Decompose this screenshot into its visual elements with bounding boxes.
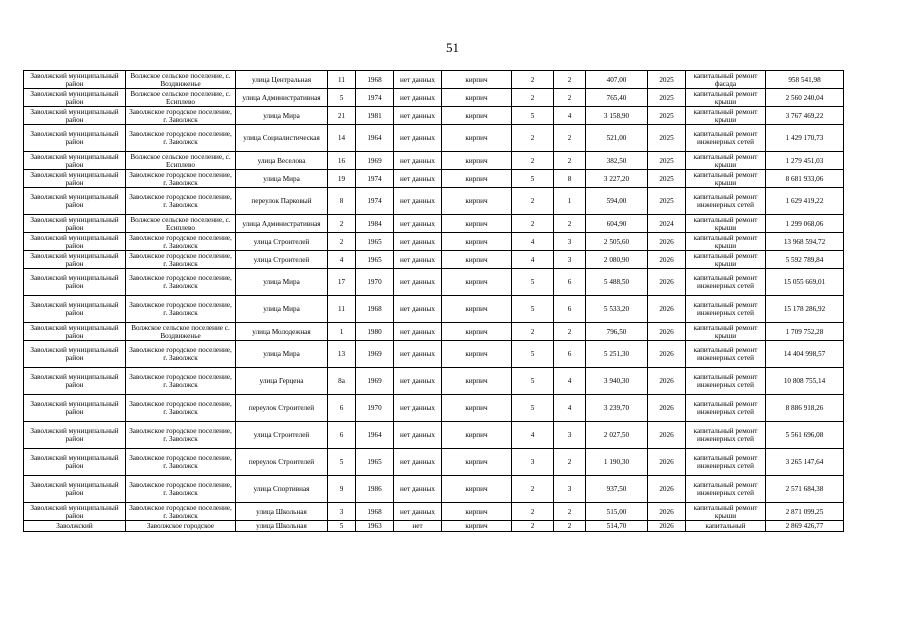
district-cell: Заволжский муниципальный район	[24, 296, 126, 323]
year-cell: 1968	[356, 503, 394, 521]
plan-year-cell: 2026	[648, 233, 686, 251]
wall-material-cell: кирпич	[442, 341, 512, 368]
street-cell: улица Административная	[236, 215, 328, 233]
wall-material-cell: кирпич	[442, 233, 512, 251]
plan-year-cell: 2024	[648, 215, 686, 233]
no-data-cell: нет данных	[394, 233, 442, 251]
plan-year-cell: 2025	[648, 125, 686, 152]
table-row	[24, 449, 844, 476]
district-cell: Заволжский муниципальный район	[24, 233, 126, 251]
table-row	[24, 125, 844, 152]
year-cell: 1980	[356, 323, 394, 341]
district-cell: Заволжский муниципальный район	[24, 152, 126, 170]
area-cell: 515,00	[586, 503, 648, 521]
no-data-cell: нет данных	[394, 296, 442, 323]
settlement-cell: Заволжское городское поселение, г. Заволжск	[126, 449, 236, 476]
cost-cell: 3 265 147,64	[766, 449, 844, 476]
plan-year-cell: 2025	[648, 152, 686, 170]
year-cell: 1968	[356, 71, 394, 89]
wall-material-cell: кирпич	[442, 296, 512, 323]
work-type-cell: капитальный ремонт крыши	[686, 323, 766, 341]
settlement-cell: Заволжское городское поселение, г. Заволжск	[126, 296, 236, 323]
work-type-cell: капитальный ремонт крыши	[686, 503, 766, 521]
entrances-cell: 6	[554, 269, 586, 296]
area-cell: 3 227,20	[586, 170, 648, 188]
area-cell: 594,00	[586, 188, 648, 215]
district-cell: Заволжский муниципальный район	[24, 269, 126, 296]
work-type-cell: капитальный ремонт фасада	[686, 71, 766, 89]
floors-cell: 5	[512, 296, 554, 323]
wall-material-cell: кирпич	[442, 251, 512, 269]
cost-cell: 958 541,98	[766, 71, 844, 89]
table-row	[24, 251, 844, 269]
floors-cell: 2	[512, 125, 554, 152]
wall-material-cell: кирпич	[442, 323, 512, 341]
floors-cell: 4	[512, 251, 554, 269]
plan-year-cell: 2026	[648, 521, 686, 532]
cost-cell: 1 299 068,06	[766, 215, 844, 233]
no-data-cell: нет данных	[394, 476, 442, 503]
no-data-cell: нет данных	[394, 269, 442, 296]
street-cell: улица Административная	[236, 89, 328, 107]
street-cell: улица Мира	[236, 269, 328, 296]
cost-cell: 2 871 099,25	[766, 503, 844, 521]
street-cell: улица Молодежная	[236, 323, 328, 341]
settlement-cell: Заволжское городское поселение, г. Заволжск	[126, 503, 236, 521]
district-cell: Заволжский муниципальный район	[24, 251, 126, 269]
entrances-cell: 3	[554, 476, 586, 503]
table-row	[24, 170, 844, 188]
area-cell: 407,00	[586, 71, 648, 89]
plan-year-cell: 2025	[648, 188, 686, 215]
work-type-cell: капитальный ремонт крыши	[686, 152, 766, 170]
area-cell: 765,40	[586, 89, 648, 107]
cost-cell: 2 571 684,38	[766, 476, 844, 503]
area-cell: 2 027,50	[586, 422, 648, 449]
house-number-cell: 6	[328, 422, 356, 449]
street-cell: улица Мира	[236, 341, 328, 368]
work-type-cell: капитальный ремонт крыши	[686, 89, 766, 107]
year-cell: 1964	[356, 422, 394, 449]
area-cell: 2 505,60	[586, 233, 648, 251]
district-cell: Заволжский	[24, 521, 126, 532]
district-cell: Заволжский муниципальный район	[24, 107, 126, 125]
house-number-cell: 4	[328, 251, 356, 269]
floors-cell: 2	[512, 188, 554, 215]
year-cell: 1974	[356, 188, 394, 215]
work-type-cell: капитальный ремонт крыши	[686, 251, 766, 269]
settlement-cell: Заволжское городское поселение, г. Заволжск	[126, 251, 236, 269]
work-type-cell: капитальный ремонт инженерных сетей	[686, 395, 766, 422]
house-number-cell: 5	[328, 521, 356, 532]
district-cell: Заволжский муниципальный район	[24, 170, 126, 188]
area-cell: 521,00	[586, 125, 648, 152]
street-cell: улица Школьная	[236, 521, 328, 532]
cost-cell: 15 055 669,01	[766, 269, 844, 296]
settlement-cell: Заволжское городское поселение, г. Заволжск	[126, 233, 236, 251]
cost-cell: 2 560 240,04	[766, 89, 844, 107]
year-cell: 1981	[356, 107, 394, 125]
street-cell: улица Мира	[236, 107, 328, 125]
settlement-cell: Заволжское городское поселение, г. Заволжск	[126, 422, 236, 449]
district-cell: Заволжский муниципальный район	[24, 89, 126, 107]
no-data-cell: нет данных	[394, 395, 442, 422]
no-data-cell: нет	[394, 521, 442, 532]
area-cell: 5 488,50	[586, 269, 648, 296]
work-type-cell: капитальный ремонт инженерных сетей	[686, 269, 766, 296]
house-number-cell: 11	[328, 296, 356, 323]
table-row	[24, 107, 844, 125]
settlement-cell: Волжское сельское поселение, с. Есиплево	[126, 89, 236, 107]
table-row	[24, 215, 844, 233]
wall-material-cell: кирпич	[442, 107, 512, 125]
table-row	[24, 341, 844, 368]
no-data-cell: нет данных	[394, 323, 442, 341]
work-type-cell: капитальный ремонт крыши	[686, 170, 766, 188]
area-cell: 5 533,20	[586, 296, 648, 323]
area-cell: 514,70	[586, 521, 648, 532]
no-data-cell: нет данных	[394, 170, 442, 188]
plan-year-cell: 2026	[648, 449, 686, 476]
area-cell: 382,50	[586, 152, 648, 170]
district-cell: Заволжский муниципальный район	[24, 503, 126, 521]
settlement-cell: Заволжское городское поселение, г. Заволжск	[126, 125, 236, 152]
work-type-cell: капитальный ремонт инженерных сетей	[686, 296, 766, 323]
wall-material-cell: кирпич	[442, 476, 512, 503]
year-cell: 1984	[356, 215, 394, 233]
wall-material-cell: кирпич	[442, 170, 512, 188]
table-row	[24, 503, 844, 521]
floors-cell: 2	[512, 521, 554, 532]
settlement-cell: Заволжское городское поселение, г. Заволжск	[126, 368, 236, 395]
house-number-cell: 6	[328, 395, 356, 422]
street-cell: переулок Парковый	[236, 188, 328, 215]
work-type-cell: капитальный ремонт крыши	[686, 233, 766, 251]
entrances-cell: 6	[554, 296, 586, 323]
street-cell: улица Строителей	[236, 251, 328, 269]
wall-material-cell: кирпич	[442, 89, 512, 107]
settlement-cell: Заволжское городское поселение, г. Заволжск	[126, 341, 236, 368]
floors-cell: 2	[512, 71, 554, 89]
settlement-cell: Заволжское городское поселение, г. Заволжск	[126, 188, 236, 215]
no-data-cell: нет данных	[394, 188, 442, 215]
no-data-cell: нет данных	[394, 107, 442, 125]
wall-material-cell: кирпич	[442, 449, 512, 476]
entrances-cell: 6	[554, 341, 586, 368]
street-cell: улица Социалистическая	[236, 125, 328, 152]
entrances-cell: 3	[554, 422, 586, 449]
work-type-cell: капитальный ремонт инженерных сетей	[686, 449, 766, 476]
settlement-cell: Волжское сельское поселение, с. Есиплево	[126, 215, 236, 233]
house-number-cell: 1	[328, 323, 356, 341]
no-data-cell: нет данных	[394, 341, 442, 368]
house-number-cell: 2	[328, 233, 356, 251]
year-cell: 1970	[356, 269, 394, 296]
street-cell: улица Центральная	[236, 71, 328, 89]
wall-material-cell: кирпич	[442, 503, 512, 521]
work-type-cell: капитальный ремонт крыши	[686, 107, 766, 125]
cost-cell: 15 178 286,92	[766, 296, 844, 323]
settlement-cell: Заволжское городское поселение, г. Заволжск	[126, 107, 236, 125]
table-row	[24, 422, 844, 449]
settlement-cell: Волжское сельское поселение, с. Воздвиженье	[126, 71, 236, 89]
district-cell: Заволжский муниципальный район	[24, 368, 126, 395]
entrances-cell: 2	[554, 449, 586, 476]
district-cell: Заволжский муниципальный район	[24, 71, 126, 89]
table-row	[24, 368, 844, 395]
table-row	[24, 188, 844, 215]
table-row	[24, 89, 844, 107]
house-number-cell: 2	[328, 215, 356, 233]
district-cell: Заволжский муниципальный район	[24, 188, 126, 215]
area-cell: 3 940,30	[586, 368, 648, 395]
street-cell: улица Мира	[236, 170, 328, 188]
plan-year-cell: 2025	[648, 71, 686, 89]
wall-material-cell: кирпич	[442, 269, 512, 296]
no-data-cell: нет данных	[394, 449, 442, 476]
district-cell: Заволжский муниципальный район	[24, 215, 126, 233]
entrances-cell: 3	[554, 233, 586, 251]
area-cell: 5 251,30	[586, 341, 648, 368]
work-type-cell: капитальный	[686, 521, 766, 532]
entrances-cell: 2	[554, 152, 586, 170]
wall-material-cell: кирпич	[442, 395, 512, 422]
house-number-cell: 16	[328, 152, 356, 170]
street-cell: улица Спортивная	[236, 476, 328, 503]
floors-cell: 2	[512, 152, 554, 170]
plan-year-cell: 2026	[648, 341, 686, 368]
table-row	[24, 296, 844, 323]
entrances-cell: 2	[554, 215, 586, 233]
settlement-cell: Волжское сельское поселение с. Воздвиженье	[126, 323, 236, 341]
plan-year-cell: 2026	[648, 323, 686, 341]
no-data-cell: нет данных	[394, 368, 442, 395]
year-cell: 1969	[356, 368, 394, 395]
house-number-cell: 9	[328, 476, 356, 503]
plan-year-cell: 2025	[648, 107, 686, 125]
no-data-cell: нет данных	[394, 503, 442, 521]
year-cell: 1969	[356, 152, 394, 170]
year-cell: 1970	[356, 395, 394, 422]
year-cell: 1965	[356, 449, 394, 476]
floors-cell: 2	[512, 476, 554, 503]
year-cell: 1969	[356, 341, 394, 368]
district-cell: Заволжский муниципальный район	[24, 395, 126, 422]
cost-cell: 10 808 755,14	[766, 368, 844, 395]
settlement-cell: Заволжское городское поселение, г. Заволжск	[126, 395, 236, 422]
wall-material-cell: кирпич	[442, 71, 512, 89]
table-row	[24, 395, 844, 422]
street-cell: улица Герцена	[236, 368, 328, 395]
plan-year-cell: 2026	[648, 476, 686, 503]
district-cell: Заволжский муниципальный район	[24, 125, 126, 152]
wall-material-cell: кирпич	[442, 188, 512, 215]
wall-material-cell: кирпич	[442, 215, 512, 233]
cost-cell: 2 869 426,77	[766, 521, 844, 532]
year-cell: 1965	[356, 233, 394, 251]
entrances-cell: 1	[554, 188, 586, 215]
floors-cell: 4	[512, 233, 554, 251]
floors-cell: 5	[512, 341, 554, 368]
year-cell: 1963	[356, 521, 394, 532]
plan-year-cell: 2026	[648, 422, 686, 449]
floors-cell: 4	[512, 422, 554, 449]
work-type-cell: капитальный ремонт инженерных сетей	[686, 188, 766, 215]
area-cell: 1 190,30	[586, 449, 648, 476]
settlement-cell: Заволжское городское	[126, 521, 236, 532]
district-cell: Заволжский муниципальный район	[24, 323, 126, 341]
cost-cell: 1 709 752,28	[766, 323, 844, 341]
year-cell: 1974	[356, 89, 394, 107]
district-cell: Заволжский муниципальный район	[24, 449, 126, 476]
street-cell: улица Школьная	[236, 503, 328, 521]
house-number-cell: 8	[328, 188, 356, 215]
street-cell: переулок Строителей	[236, 449, 328, 476]
entrances-cell: 2	[554, 89, 586, 107]
floors-cell: 5	[512, 395, 554, 422]
year-cell: 1964	[356, 125, 394, 152]
settlement-cell: Заволжское городское поселение, г. Заволжск	[126, 170, 236, 188]
entrances-cell: 2	[554, 323, 586, 341]
settlement-cell: Волжское сельское поселение, с. Есиплево	[126, 152, 236, 170]
area-cell: 796,50	[586, 323, 648, 341]
cost-cell: 13 968 594,72	[766, 233, 844, 251]
wall-material-cell: кирпич	[442, 368, 512, 395]
page-number: 51	[446, 40, 459, 55]
house-number-cell: 5	[328, 449, 356, 476]
no-data-cell: нет данных	[394, 215, 442, 233]
no-data-cell: нет данных	[394, 71, 442, 89]
floors-cell: 2	[512, 503, 554, 521]
wall-material-cell: кирпич	[442, 521, 512, 532]
entrances-cell: 4	[554, 395, 586, 422]
no-data-cell: нет данных	[394, 125, 442, 152]
floors-cell: 5	[512, 269, 554, 296]
entrances-cell: 3	[554, 251, 586, 269]
wall-material-cell: кирпич	[442, 125, 512, 152]
housing-register-table	[23, 70, 844, 532]
cost-cell: 5 592 789,84	[766, 251, 844, 269]
work-type-cell: капитальный ремонт инженерных сетей	[686, 422, 766, 449]
floors-cell: 5	[512, 368, 554, 395]
house-number-cell: 8а	[328, 368, 356, 395]
entrances-cell: 2	[554, 125, 586, 152]
house-number-cell: 19	[328, 170, 356, 188]
house-number-cell: 11	[328, 71, 356, 89]
street-cell: улица Веселова	[236, 152, 328, 170]
cost-cell: 1 279 451,03	[766, 152, 844, 170]
plan-year-cell: 2026	[648, 395, 686, 422]
plan-year-cell: 2026	[648, 251, 686, 269]
settlement-cell: Заволжское городское поселение, г. Заволжск	[126, 476, 236, 503]
entrances-cell: 2	[554, 503, 586, 521]
area-cell: 3 239,70	[586, 395, 648, 422]
entrances-cell: 8	[554, 170, 586, 188]
no-data-cell: нет данных	[394, 89, 442, 107]
work-type-cell: капитальный ремонт инженерных сетей	[686, 476, 766, 503]
plan-year-cell: 2026	[648, 269, 686, 296]
year-cell: 1965	[356, 251, 394, 269]
work-type-cell: капитальный ремонт инженерных сетей	[686, 125, 766, 152]
table-row	[24, 152, 844, 170]
floors-cell: 2	[512, 89, 554, 107]
house-number-cell: 17	[328, 269, 356, 296]
work-type-cell: капитальный ремонт крыши	[686, 215, 766, 233]
floors-cell: 5	[512, 107, 554, 125]
year-cell: 1986	[356, 476, 394, 503]
house-number-cell: 21	[328, 107, 356, 125]
cost-cell: 1 629 419,22	[766, 188, 844, 215]
wall-material-cell: кирпич	[442, 422, 512, 449]
plan-year-cell: 2026	[648, 368, 686, 395]
entrances-cell: 2	[554, 71, 586, 89]
work-type-cell: капитальный ремонт инженерных сетей	[686, 368, 766, 395]
table-row	[24, 323, 844, 341]
settlement-cell: Заволжское городское поселение, г. Заволжск	[126, 269, 236, 296]
district-cell: Заволжский муниципальный район	[24, 476, 126, 503]
district-cell: Заволжский муниципальный район	[24, 341, 126, 368]
table-row	[24, 269, 844, 296]
entrances-cell: 4	[554, 368, 586, 395]
street-cell: улица Мира	[236, 296, 328, 323]
house-number-cell: 3	[328, 503, 356, 521]
plan-year-cell: 2025	[648, 89, 686, 107]
cost-cell: 3 767 469,22	[766, 107, 844, 125]
year-cell: 1968	[356, 296, 394, 323]
street-cell: улица Строителей	[236, 422, 328, 449]
cost-cell: 1 429 170,73	[766, 125, 844, 152]
plan-year-cell: 2026	[648, 296, 686, 323]
house-number-cell: 14	[328, 125, 356, 152]
no-data-cell: нет данных	[394, 152, 442, 170]
floors-cell: 5	[512, 170, 554, 188]
entrances-cell: 2	[554, 521, 586, 532]
no-data-cell: нет данных	[394, 422, 442, 449]
no-data-cell: нет данных	[394, 251, 442, 269]
entrances-cell: 4	[554, 107, 586, 125]
plan-year-cell: 2025	[648, 170, 686, 188]
table-row	[24, 71, 844, 89]
work-type-cell: капитальный ремонт инженерных сетей	[686, 341, 766, 368]
area-cell: 937,50	[586, 476, 648, 503]
table-row	[24, 476, 844, 503]
table-row	[24, 521, 844, 532]
floors-cell: 2	[512, 323, 554, 341]
cost-cell: 5 561 696,08	[766, 422, 844, 449]
house-number-cell: 5	[328, 89, 356, 107]
cost-cell: 14 404 998,57	[766, 341, 844, 368]
cost-cell: 8 681 933,06	[766, 170, 844, 188]
area-cell: 3 158,90	[586, 107, 648, 125]
district-cell: Заволжский муниципальный район	[24, 422, 126, 449]
plan-year-cell: 2026	[648, 503, 686, 521]
area-cell: 604,90	[586, 215, 648, 233]
street-cell: переулок Строителей	[236, 395, 328, 422]
cost-cell: 8 886 918,26	[766, 395, 844, 422]
house-number-cell: 13	[328, 341, 356, 368]
table-row	[24, 233, 844, 251]
area-cell: 2 080,90	[586, 251, 648, 269]
street-cell: улица Строителей	[236, 233, 328, 251]
floors-cell: 2	[512, 215, 554, 233]
year-cell: 1974	[356, 170, 394, 188]
wall-material-cell: кирпич	[442, 152, 512, 170]
floors-cell: 3	[512, 449, 554, 476]
